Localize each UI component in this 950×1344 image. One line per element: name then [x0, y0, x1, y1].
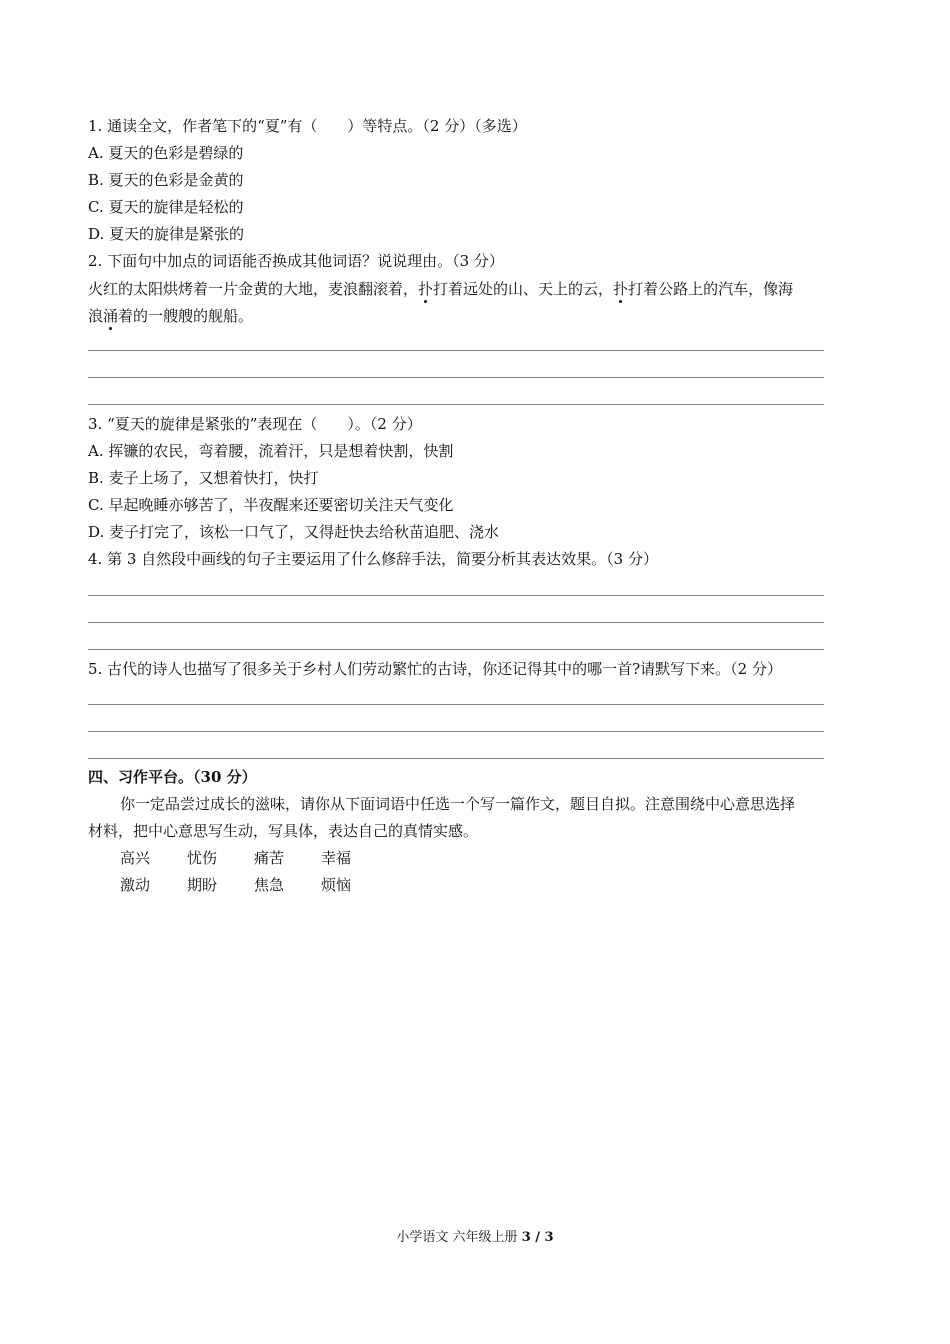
word-choice: 高兴: [120, 849, 151, 867]
q5-stem: 5. 古代的诗人也描写了很多关于乡村人们劳动繁忙的古诗，你还记得其中的哪一首?请默写下来。（2 分）: [88, 660, 782, 678]
answer-line[interactable]: [88, 758, 824, 759]
q3-option-b: B. 麦子上场了，又想着快打，快打: [88, 469, 319, 487]
q4-stem: 4. 第 3 自然段中画线的句子主要运用了什么修辞手法，简要分析其表达效果。（3 分）: [88, 550, 658, 568]
q2-text: 打着远处的山、天上的云，: [433, 280, 614, 298]
word-choice: 期盼: [187, 876, 218, 894]
answer-line[interactable]: [88, 377, 824, 378]
q2-dotted-word: 涌: [103, 307, 119, 325]
word-choice: 幸福: [321, 849, 352, 867]
q2-text: 着的一艘艘的舰船。: [118, 307, 254, 325]
answer-line[interactable]: [88, 622, 824, 623]
q2-passage-line1: [88, 279, 793, 299]
q3-option-a: A. 挥镰的农民，弯着腰，流着汗，只是想着快割，快割: [88, 442, 454, 460]
q3-option-d: D. 麦子打完了，该松一口气了，又得赶快去给秋苗追肥、浇水: [88, 523, 500, 541]
word-choice: 痛苦: [254, 849, 285, 867]
section4-title: 四、习作平台。（30 分）: [88, 768, 257, 786]
word-choice: 忧伤: [187, 849, 218, 867]
section4-paragraph-line1: 你一定品尝过成长的滋味，请你从下面词语中任选一个写一篇作文，题目自拟。注意围绕中心意思选择: [120, 795, 796, 813]
answer-line[interactable]: [88, 350, 824, 351]
q2-text: 打着公路上的汽车，像海: [628, 280, 794, 298]
word-choice: 烦恼: [321, 876, 352, 894]
q2-stem: 2. 下面句中加点的词语能否换成其他词语？说说理由。（3 分）: [88, 252, 504, 270]
q2-passage-line2: [88, 306, 253, 326]
page-footer: [0, 1229, 950, 1247]
q3-option-c: C. 早起晚睡亦够苦了，半夜醒来还要密切关注天气变化: [88, 496, 454, 514]
q1-stem: 1. 通读全文，作者笔下的“夏”有（ ）等特点。（2 分）（多选）: [88, 117, 527, 135]
q1-option-a: A. 夏天的色彩是碧绿的: [88, 144, 244, 162]
q2-text: 浪: [88, 307, 104, 325]
footer-text: 小学语文 六年级上册: [396, 1230, 522, 1245]
q1-option-b: B. 夏天的色彩是金黄的: [88, 171, 244, 189]
answer-line[interactable]: [88, 704, 824, 705]
answer-line[interactable]: [88, 649, 824, 650]
answer-line[interactable]: [88, 731, 824, 732]
q2-text: 火红的太阳烘烤着一片金黄的大地，麦浪翻滚着，: [88, 280, 419, 298]
q3-stem: 3. “夏天的旋律是紧张的”表现在（ ）。（2 分）: [88, 415, 422, 433]
section4-paragraph-line2: 材料，把中心意思写生动，写具体，表达自己的真情实感。: [88, 822, 479, 840]
word-choices-row2: [120, 875, 388, 895]
word-choice: 焦急: [254, 876, 285, 894]
answer-line[interactable]: [88, 404, 824, 405]
q2-dotted-word: 扑: [613, 280, 629, 298]
q2-dotted-word: 扑: [418, 280, 434, 298]
q1-option-c: C. 夏天的旋律是轻松的: [88, 198, 244, 216]
word-choice: 激动: [120, 876, 151, 894]
answer-line[interactable]: [88, 595, 824, 596]
q1-option-d: D. 夏天的旋律是紧张的: [88, 225, 245, 243]
word-choices-row1: [120, 848, 388, 868]
page-number: 3 / 3: [521, 1230, 554, 1245]
